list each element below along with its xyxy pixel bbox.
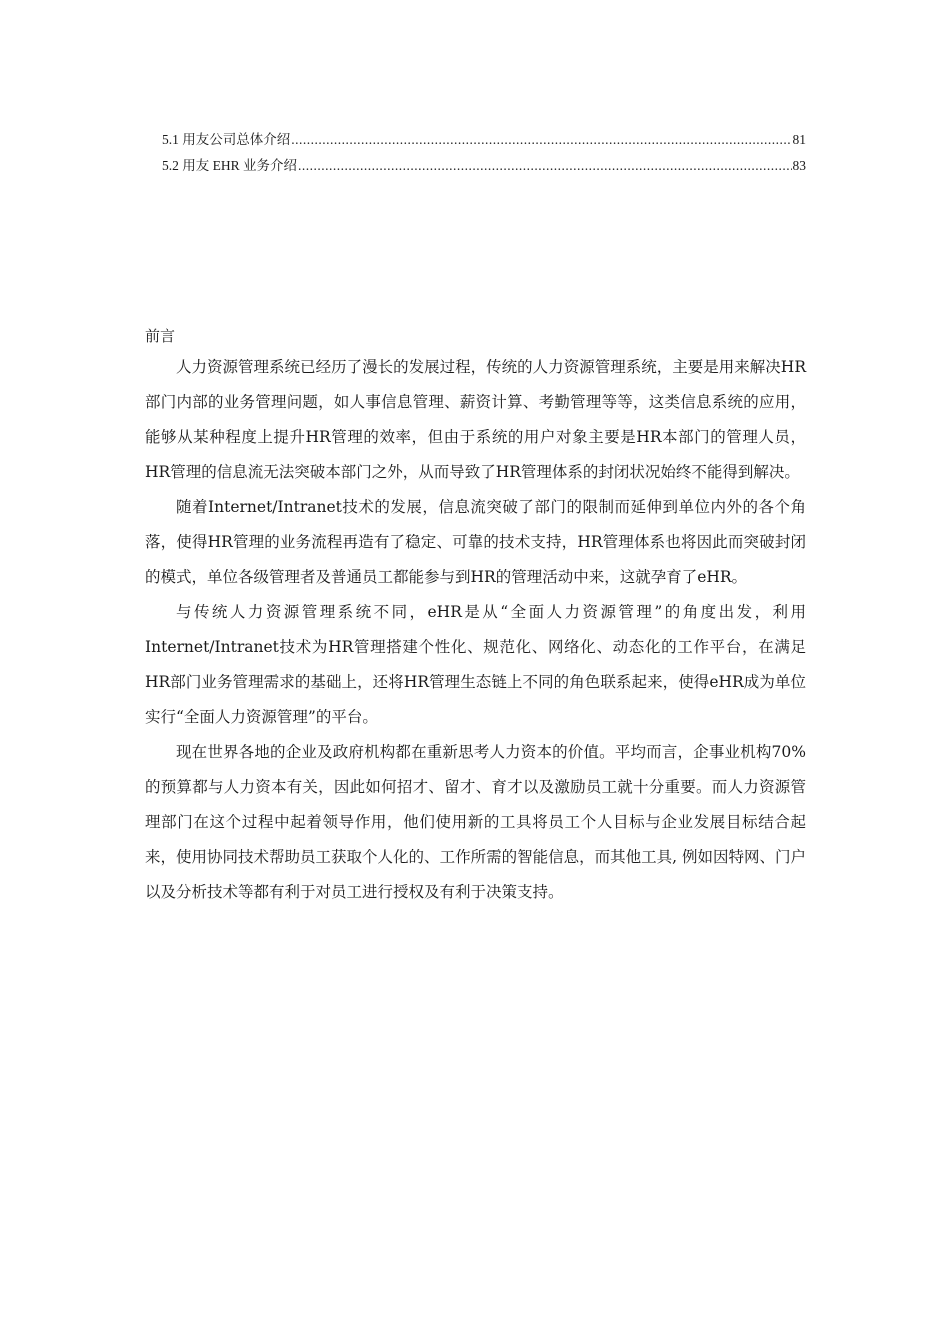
preface-heading: 前言	[145, 327, 176, 345]
toc-page-number: 83	[792, 158, 806, 173]
preface-paragraph-4: 现在世界各地的企业及政府机构都在重新思考人力资本的价值。平均而言，企事业机构70%的预算都与人力资本有关，因此如何招才、留才、育才以及激励员工就十分重要。而人力资源管理部门在这个过程中起着领导作用，他们使用新的工具将员工个人目标与企业发展目标结合起来，使用协同技术帮助员工获取个人化的、工作所需的智能信息，而其他工具, 例如因特网、门户以及分析技术等都有利于对员工进行授权及有利于决策支持。	[145, 743, 806, 901]
toc-entry-label: 5.2 用友 EHR 业务介绍	[162, 158, 297, 173]
preface-paragraph-3: 与传统人力资源管理系统不同，eHR是从“全面人力资源管理”的角度出发，利用Internet/Intranet技术为HR管理搭建个性化、规范化、网络化、动态化的工作平台，在满足HR部门业务管理需求的基础上，还将HR管理生态链上不同的角色联系起来，使得eHR成为单位实行“全面人力资源管理”的平台。	[145, 603, 806, 726]
preface-paragraph-1: 人力资源管理系统已经历了漫长的发展过程，传统的人力资源管理系统，主要是用来解决HR部门内部的业务管理问题，如人事信息管理、薪资计算、考勤管理等等，这类信息系统的应用，能够从某种程度上提升HR管理的效率，但由于系统的用户对象主要是HR本部门的管理人员，HR管理的信息流无法突破本部门之外，从而导致了HR管理体系的封闭状况始终不能得到解决。	[145, 358, 806, 481]
toc-entry-label: 5.1 用友公司总体介绍	[162, 132, 291, 147]
toc-entry-5-1[interactable]	[162, 128, 806, 154]
preface-section	[145, 322, 806, 910]
preface-paragraph-2: 随着Internet/Intranet技术的发展，信息流突破了部门的限制而延伸到单位内外的各个角落，使得HR管理的业务流程再造有了稳定、可靠的技术支持，HR管理体系也将因此而突破封闭的模式，单位各级管理者及普通员工都能参与到HR的管理活动中来，这就孕育了eHR。	[145, 498, 806, 586]
toc-dot-leader	[291, 132, 791, 148]
table-of-contents	[162, 128, 806, 180]
toc-dot-leader	[298, 158, 792, 174]
toc-entry-5-2[interactable]	[162, 154, 806, 180]
toc-page-number: 81	[792, 132, 806, 147]
